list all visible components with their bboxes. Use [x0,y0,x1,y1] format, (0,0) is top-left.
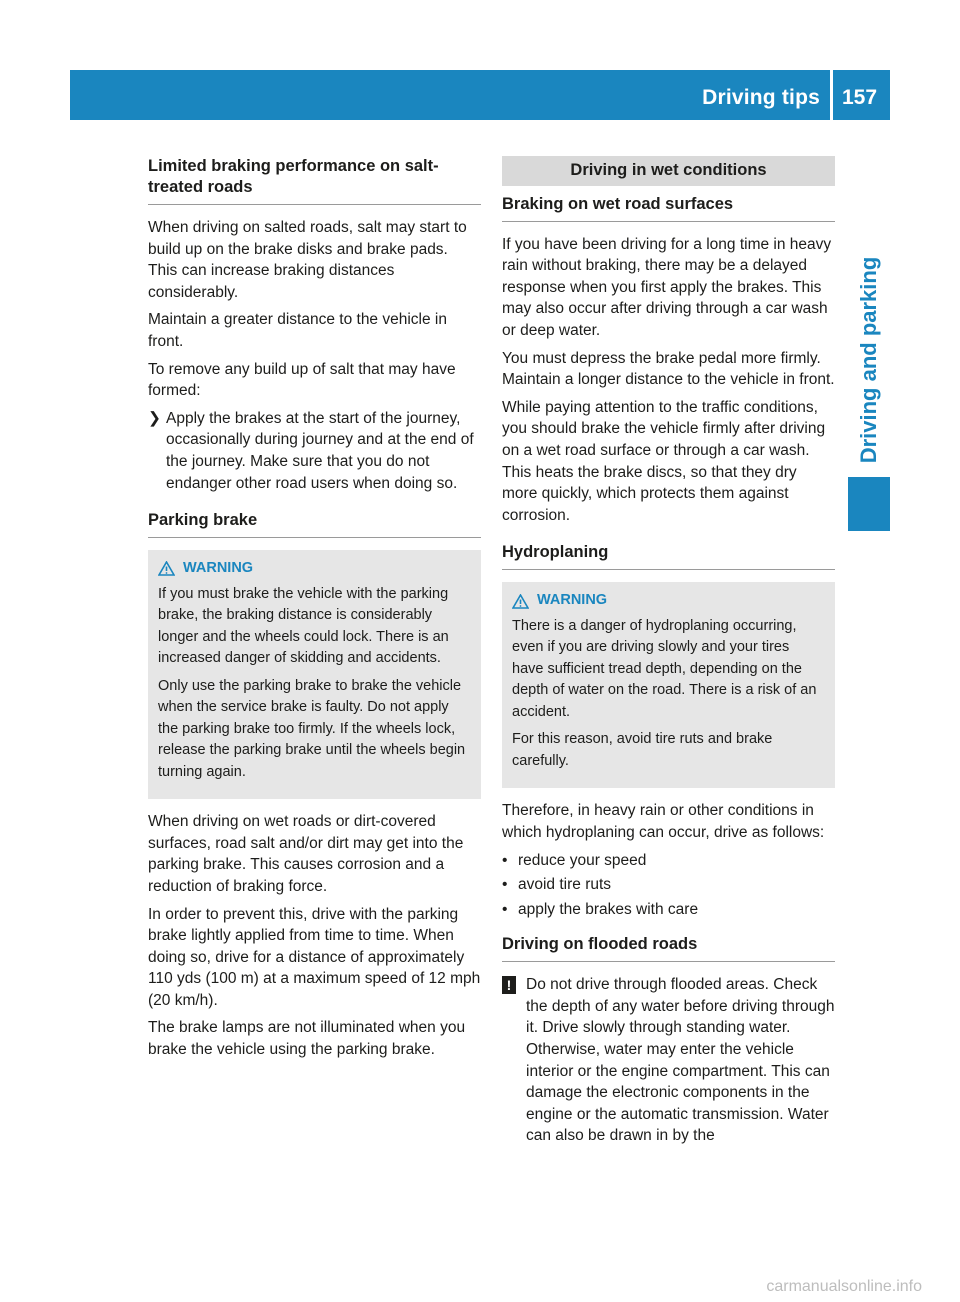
hydroplaning-warning-text-1: There is a danger of hydroplaning occurring, even if you are driving slowly and your tires have sufficient tread depth, depending on the depth of water on the road. There is a risk of an accident. [512,617,817,720]
section-title: Driving tips [702,86,820,109]
warning-triangle-icon [512,594,529,609]
salt-paragraph-1: When driving on salted roads, salt may start to build up on the brake disks and brake pads. This can increase braking distances considerably. [148,219,467,301]
list-item-text: apply the brakes with care [518,900,699,918]
exclamation-icon: ! [502,976,516,994]
warning-triangle-icon [158,561,175,576]
salt-step-text: Apply the brakes at the start of the journey, occasionally during journey and at the end of the journey. Make sure that you do not endanger other road users when doing so. [166,409,474,492]
bullet-icon: • [502,876,508,894]
bullet-icon: • [502,900,508,918]
flooded-roads-heading: Driving on flooded roads [502,934,835,962]
chapter-tab-marker [848,477,890,531]
hydroplaning-warning-title [512,590,823,612]
hydroplaning-paragraph: Therefore, in heavy rain or other conditions in which hydroplaning can occur, drive as follows: [502,802,825,841]
parking-warning-label: WARNING [183,560,254,577]
flood-note-text: Do not drive through flooded areas. Check the depth of any water before driving through it. Drive slowly through standing water. Otherwise, water may enter the vehicle interior or the engine compartment. This can damage the electronic components in the engine or the automatic transmission. Water can also be drawn in by the [526,976,835,1145]
parking-warning-text-1: If you must brake the vehicle with the parking brake, the braking distance is considerably longer and the wheels could lock. There is an increased danger of skidding and accidents. [158,585,449,667]
parking-warning-box [148,550,481,799]
parking-paragraph-3: The brake lamps are not illuminated when you brake the vehicle using the parking brake. [148,1019,466,1059]
list-item-text: avoid tire ruts [518,876,612,894]
hydroplaning-warning-label: WARNING [537,592,608,609]
bullet-icon: • [502,851,508,869]
hydroplaning-warning-box [502,582,835,788]
chapter-tab-label: Driving and parking [856,256,881,464]
list-item [502,874,835,896]
braking-paragraph-3: While paying attention to the traffic conditions, you should brake the vehicle firmly after driving on a wet road surface or through a car wash. This heats the brake discs, so that they dry more quickly, which protects them against corrosion. [502,398,826,524]
parking-heading: Parking brake [148,510,481,538]
salt-step [148,408,481,494]
chapter-tab [848,245,890,475]
salt-heading: Limited braking performance on salt-treated roads [148,156,481,205]
parking-warning-text-2: Only use the parking brake to brake the vehicle when the service brake is faulty. Do not apply the parking brake too firmly. If the wheels lock, release the parking brake until the wheels begin turning again. [158,677,466,780]
braking-paragraph-2: You must depress the brake pedal more firmly. Maintain a longer distance to the vehicle in front. [502,349,835,389]
parking-paragraph-2: In order to prevent this, drive with the parking brake lightly applied from time to time. When doing so, drive for a distance of approximately 110 yds (100 m) at a maximum speed of 12 mph (20 km/h). [148,905,481,1009]
page-number: 157 [842,86,878,109]
hydroplaning-warning-text-2: For this reason, avoid tire ruts and brake carefully. [512,731,773,769]
left-column [148,156,481,1067]
wet-conditions-heading: Driving in wet conditions [502,156,835,186]
step-arrow-icon: ❯ [148,409,161,427]
salt-paragraph-3: To remove any build up of salt that may have formed: [148,360,456,400]
braking-paragraph-1: If you have been driving for a long time in heavy rain without braking, there may be a delayed response when you first apply the brakes. This may also occur after driving through a car wash or deep water. [502,235,832,339]
list-item [502,899,835,921]
parking-warning-title [158,558,469,580]
watermark: carmanualsonline.info [766,1278,922,1295]
braking-wet-heading: Braking on wet road surfaces [502,194,835,222]
list-item-text: reduce your speed [518,851,647,869]
flood-note [502,974,835,1147]
header-separator [830,70,833,120]
right-column [502,156,835,1147]
parking-paragraph-1: When driving on wet roads or dirt-covered surfaces, road salt and/or dirt may get into the parking brake. This causes corrosion and a reduction of braking force. [148,813,464,895]
hydroplaning-heading: Hydroplaning [502,542,835,570]
list-item [502,850,835,872]
salt-paragraph-2: Maintain a greater distance to the vehicle in front. [148,311,447,350]
